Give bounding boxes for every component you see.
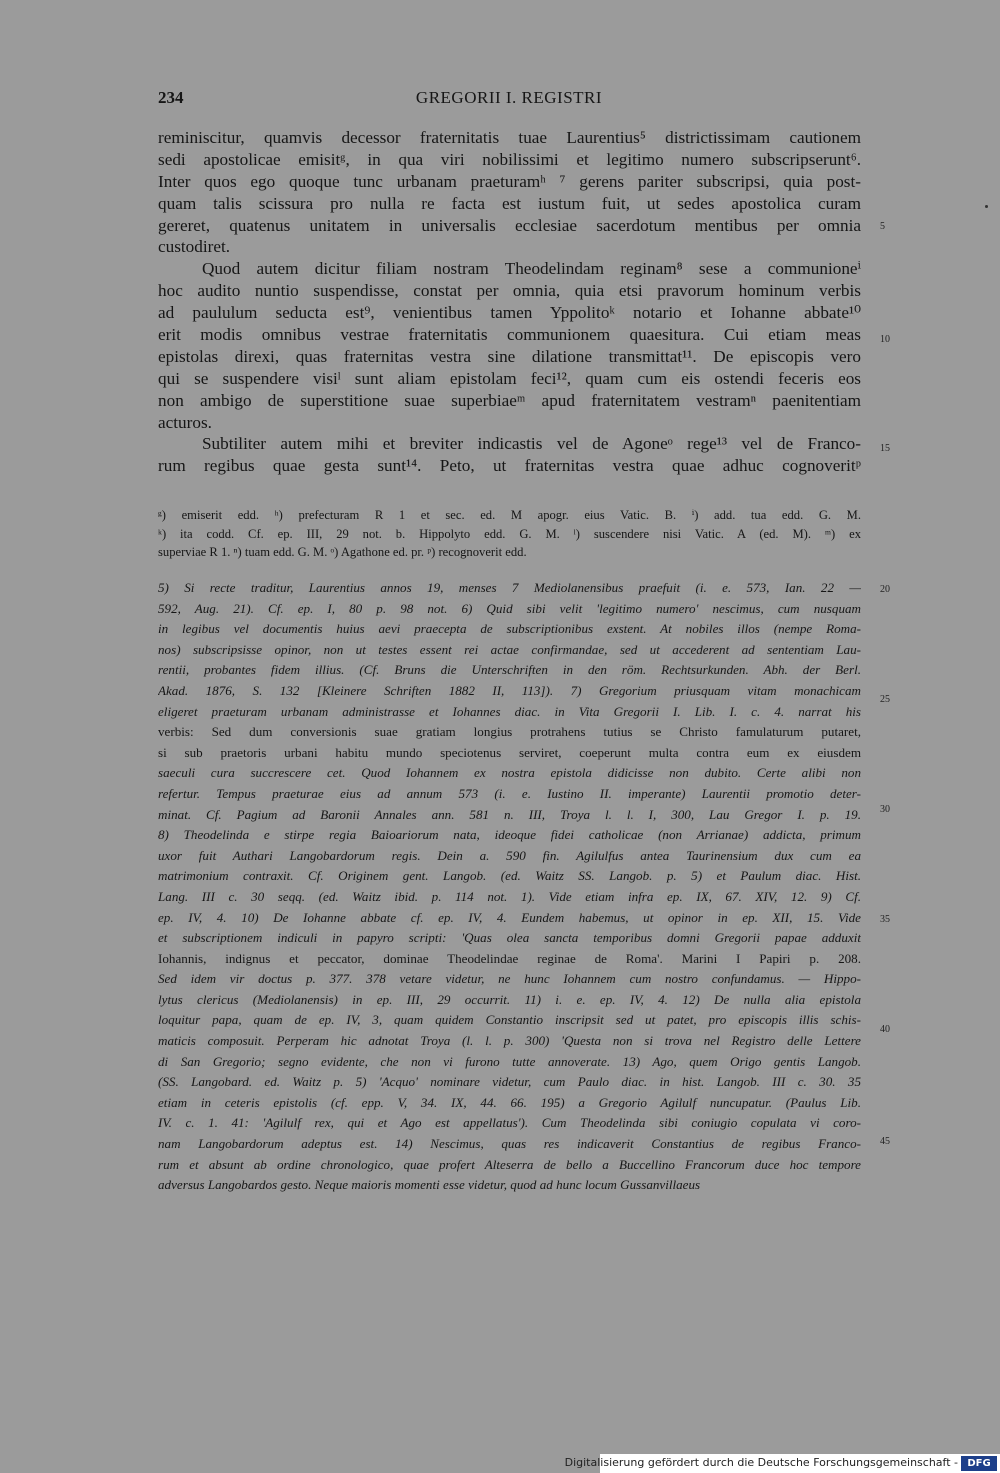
main-line: Subtiliter autem mihi et breviter indicastis vel de Agoneᵒ rege¹³ vel de Franco- — [202, 434, 861, 454]
running-title: GREGORII I. REGISTRI — [415, 88, 603, 107]
main-line: erit modis omnibus vestrae fraternitatis communionem quaesitura. Cui etiam meas — [158, 325, 861, 345]
page-number: 234 — [158, 88, 184, 107]
critical-apparatus — [158, 506, 861, 562]
main-line: hoc audito nuntio suspendisse, constat per omnia, quia etsi pravorum hominum verbis — [158, 281, 861, 301]
note-line: si sub praetoris urbani habitu mundo speciotenus serviret, coeperunt multa contra eum ex eiusdem — [158, 744, 861, 760]
note-line: matrimonium contraxit. Cf. Originem gent. Langob. (ed. Waitz SS. Langob. p. 5) et Paulum diac. Hist. — [158, 868, 861, 884]
main-line: quam talis scissura pro nulla re facta est iustum fuit, ut sedes apostolica curam — [158, 193, 861, 213]
note-line: 592, Aug. 21). Cf. ep. I, 80 p. 98 not. 6) Quid sibi velit 'legitimo numero' nescimus, cum nusquam — [158, 600, 861, 616]
margin-line-number: 25 — [880, 694, 890, 705]
main-line: sedi apostolicae emisitᵍ, in qua viri nobilissimi et legitimo numero subscripserunt⁶. — [158, 149, 861, 169]
note-line: Lang. III c. 30 seqq. (ed. Waitz ibid. p. 114 not. 1). Vide etiam infra ep. IX, 67. XIV, 12. 9) Cf. — [158, 888, 861, 904]
note-line: eligeret praeturam urbanam administrasse et Iohannes diac. in Vita Gregorii I. Lib. I. c. 4. narrat his — [158, 703, 861, 719]
note-line: rum et absunt ab ordine chronologico, quae profert Alteserra de bello a Buccellino Francorum duce hoc tempore — [158, 1156, 861, 1172]
note-line: Sed idem vir doctus p. 377. 378 vetare videtur, ne hunc Iohannem cum nostro confundamus. — Hippo- — [158, 971, 861, 987]
note-line: etiam in ceteris epistolis (cf. epp. V, 34. IX, 44. 66. 195) a Gregorio Agilulf nuncupatur. (Paulus Lib. — [158, 1094, 861, 1110]
margin-line-number: 10 — [880, 334, 890, 345]
note-line: ep. IV, 4. 10) De Iohanne abbate cf. ep. IV, 4. Eundem habemus, ut opinor in ep. XII, 15. Vide — [158, 909, 861, 925]
main-line: custodiret. — [158, 237, 231, 257]
note-line: loquitur papa, quam de ep. IV, 3, quam quidem Constantio inscripsit sed ut patet, pro episcopis illis schis- — [158, 1012, 861, 1028]
note-line: Iohannis, indignus et peccator, dominae Theodelindae reginae de Roma'. Marini I Papiri p. 208. — [158, 950, 861, 966]
note-line: maticis composuit. Perperam hic adnotat Troya (l. l. p. 300) 'Questa non si trova nel Registro delle Lettere — [158, 1033, 861, 1049]
main-line: acturos. — [158, 412, 212, 432]
apparatus-line: ᵍ) emiserit edd. ʰ) prefecturam R 1 et sec. ed. M apogr. eius Vatic. B. ⁱ) add. tua edd. G. M. — [158, 508, 861, 522]
commentary-notes — [158, 578, 861, 1196]
margin-line-number: 35 — [880, 914, 890, 925]
margin-line-number: 40 — [880, 1024, 890, 1035]
note-line: et subscriptionem indiculi in papyro scripti: 'Quas olea sancta temporibus domni Gregorii papae adduxit — [158, 930, 861, 946]
scan-speck — [985, 205, 988, 208]
note-line: verbis: Sed dum conversionis suae gratiam longius protrahens tutius se Christo famulaturum putaret, — [158, 724, 861, 740]
note-line: rentii, probantes fidem illius. (Cf. Bruns die Unterschriften in den röm. Rechtsurkunden. Abh. der Berl. — [158, 662, 861, 678]
note-line: lytus clericus (Mediolanensis) in ep. III, 29 occurrit. 11) i. e. ep. IV, 4. 12) De nulla alia epistola — [158, 991, 861, 1007]
margin-line-number: 20 — [880, 584, 890, 595]
apparatus-line: ᵏ) ita codd. Cf. ep. III, 29 not. b. Hippolyto edd. G. M. ˡ) suscendere nisi Vatic. A (ed. M). ᵐ) ex — [158, 526, 861, 541]
note-line: IV. c. 1. 41: 'Agilulf rex, qui et Ago est appellatus'). Cum Theodelinda sibi coniugio copulata vi coro- — [158, 1115, 861, 1131]
note-line: nos) subscripsisse opinor, non ut testes essent rei actae confirmandae, sed ut accederent ad sententiam Lau- — [158, 641, 861, 657]
main-line: reminiscitur, quamvis decessor fraternitatis tuae Laurentius⁵ districtissimam cautionem — [158, 128, 861, 147]
note-line: refertur. Tempus praeturae eius ad annum 573 (i. e. Iustino II. imperante) Laurentii promotio deter- — [158, 785, 861, 801]
margin-line-number: 15 — [880, 443, 890, 454]
note-line: 5) Si recte traditur, Laurentius annos 19, menses 7 Mediolanensibus praefuit (i. e. 573, Ian. 22 — — [158, 580, 861, 595]
note-line: adversus Langobardos gesto. Neque maioris momenti esse videtur, quod ad hunc locum Gussanvillaeus — [158, 1177, 701, 1193]
note-line: 8) Theodelinda e stirpe regia Baioariorum nata, ideoque fidei catholicae (non Arrianae) addicta, primum — [158, 827, 861, 843]
note-line: (SS. Langobard. ed. Waitz p. 5) 'Acquo' nominare videtur, cum Paulo diac. in hist. Langob. III c. 30. 35 — [158, 1074, 861, 1090]
margin-line-number: 5 — [880, 221, 885, 232]
note-line: nam Langobardorum adeptus est. 14) Nescimus, quas res indicaverit Constantius de regibus Franco- — [158, 1136, 861, 1152]
note-line: in legibus vel documentis huius aevi praecepta de subscriptionibus exstent. At nobiles illos (nempe Roma- — [158, 621, 861, 637]
margin-line-number: 30 — [880, 804, 890, 815]
main-line: epistolas direxi, quas fraternitas vestra sine dilatione transmittat¹¹. De episcopis vero — [158, 346, 861, 366]
note-line: uxor fuit Authari Langobardorum regis. Dein a. 590 fin. Agilulfus antea Taurinensium dux cum ea — [158, 847, 861, 863]
footer-credit: Digitalisierung gefördert durch die Deutsche Forschungsgemeinschaft - — [564, 1456, 958, 1469]
margin-line-number: 45 — [880, 1136, 890, 1147]
apparatus-line: superviae R 1. ⁿ) tuam edd. G. M. ᵒ) Agathone ed. pr. ᵖ) recognoverit edd. — [158, 545, 527, 560]
main-line: gereret, quatenus unitatem in universalis ecclesiae sacerdotum mentibus per omnia — [158, 215, 861, 235]
page-header — [158, 88, 860, 112]
main-line: Quod autem dicitur filiam nostram Theodelindam reginam⁸ sese a communioneⁱ — [202, 259, 861, 279]
main-line: rum regibus quae gesta sunt¹⁴. Peto, ut fraternitas vestra quae adhuc cognoveritᵖ — [158, 456, 861, 476]
note-line: minat. Cf. Pagium ad Baronii Annales ann. 581 n. III, Troya l. l. I, 300, Lau Gregor I. p. 19. — [158, 806, 861, 822]
main-text — [158, 127, 861, 477]
note-line: Akad. 1876, S. 132 [Kleinere Schriften 1882 II, 113]). 7) Gregorium priusquam vitam monachicam — [158, 682, 861, 698]
note-line: saeculi cura succrescere cet. Quod Iohannem ex nostra epistola didicisse non dubito. Certe alibi non — [158, 765, 861, 781]
footer-bar — [564, 1454, 1000, 1473]
dfg-logo-icon: DFG — [961, 1456, 997, 1471]
main-line: non ambigo de superstitione suae superbiaeᵐ apud fraternitatem vestramⁿ paenitentiam — [158, 390, 861, 410]
main-line: Inter quos ego quoque tunc urbanam praeturamʰ ⁷ gerens pariter subscripsi, quia post- — [158, 171, 861, 191]
main-line: qui se suspendere visiˡ sunt aliam epistolam feci¹², quam cum eis ostendi feceris eos — [158, 368, 861, 388]
note-line: di San Gregorio; segno evidente, che non vi furono tutte annoverate. 13) Ago, quem Origo gentis Langob. — [158, 1053, 861, 1069]
main-line: ad paululum seducta est⁹, venientibus tamen Yppolitoᵏ notario et Iohanne abbate¹⁰ — [158, 303, 861, 323]
